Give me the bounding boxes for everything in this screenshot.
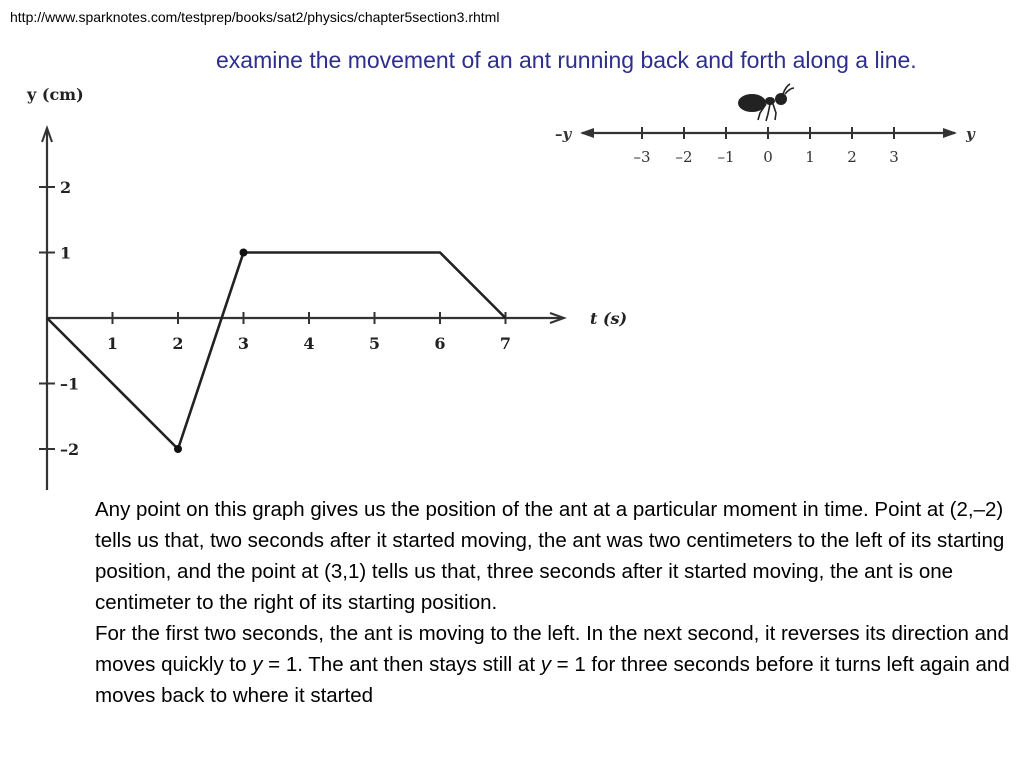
y-axis-label: y (cm) xyxy=(27,85,84,104)
number-line-tick-label: 1 xyxy=(805,148,815,166)
number-line-tick-label: 3 xyxy=(889,148,899,166)
y-tick-label: –1 xyxy=(60,374,80,394)
ant-icon xyxy=(738,84,794,121)
x-axis-label: t (s) xyxy=(590,309,628,328)
y-tick-label: –2 xyxy=(60,440,80,459)
x-tick-label: 4 xyxy=(303,334,315,353)
number-line xyxy=(555,84,976,166)
number-line-left-label: –y xyxy=(555,125,572,143)
paragraph-2-part-b: = 1. The ant then stays still at xyxy=(262,653,541,676)
position-time-graph xyxy=(26,85,627,490)
variable-y-2: y xyxy=(540,653,551,676)
source-url: http://www.sparknotes.com/testprep/books/sat2/physics/chapter5section3.rhtml xyxy=(10,9,500,25)
x-tick-label: 5 xyxy=(368,334,381,353)
x-tick-label: 6 xyxy=(434,334,446,353)
number-line-tick-label: –2 xyxy=(675,148,693,166)
number-line-tick-label: –3 xyxy=(633,148,651,166)
number-line-tick-label: 2 xyxy=(847,148,857,166)
x-tick-label: 7 xyxy=(499,334,512,353)
data-point xyxy=(240,249,248,257)
headline: examine the movement of an ant running back and forth along a line. xyxy=(216,47,917,73)
number-line-tick-label: 0 xyxy=(763,148,773,166)
number-line-right-label: y xyxy=(966,125,975,143)
x-tick-label: 2 xyxy=(172,334,184,353)
paragraph-2-part-a: For the first two seconds, the ant is moving to the left. In the next second, it reverses its direction and moves quickly to xyxy=(95,622,1009,676)
variable-y-1: y xyxy=(252,653,263,676)
y-tick-label: 2 xyxy=(60,178,72,197)
paragraph-1: Any point on this graph gives us the position of the ant at a particular moment in time. Point at (2,–2) tells us that, two seconds after it started moving, the ant was two centimeters to the left of its starting position, and the point at (3,1) tells us that, three seconds after it started moving, the ant is one centimeter to the right of its starting position. xyxy=(95,498,1005,614)
x-tick-label: 3 xyxy=(237,334,250,353)
data-point xyxy=(174,445,182,453)
number-line-tick-label: –1 xyxy=(717,148,735,166)
explanation-text xyxy=(95,494,1017,711)
paragraph-2 xyxy=(95,618,1017,711)
y-tick-label: 1 xyxy=(60,243,72,263)
x-tick-label: 1 xyxy=(106,334,119,353)
paragraph-2-part-c: = 1 for three seconds before it turns left again and moves back to where it started xyxy=(95,653,1010,707)
